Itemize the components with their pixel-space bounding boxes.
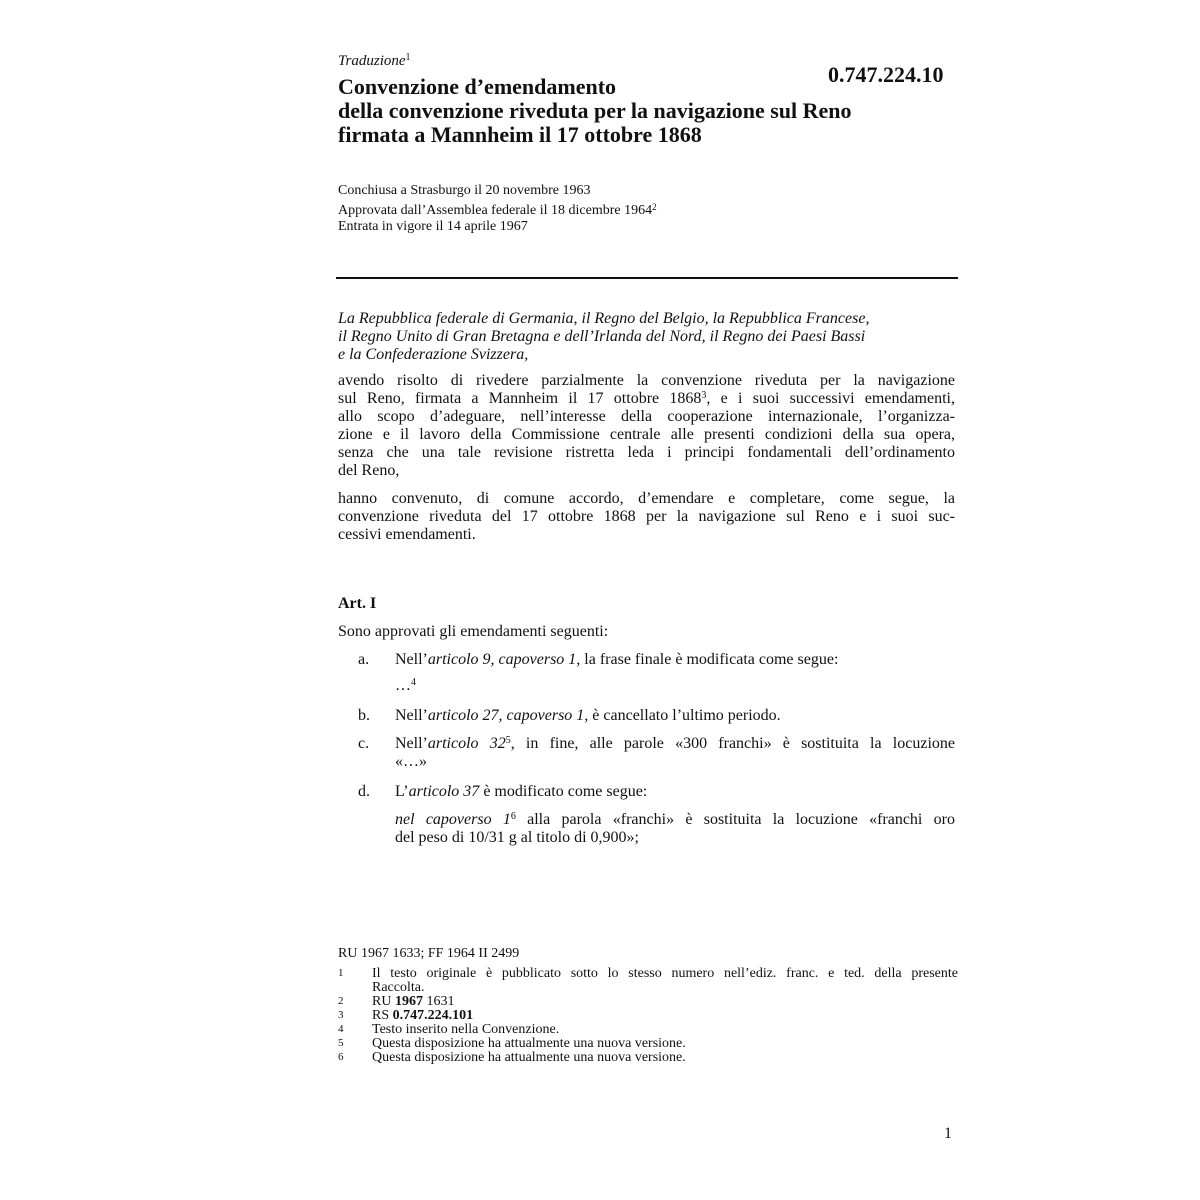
sr-number: 0.747.224.10 bbox=[828, 62, 944, 87]
article-intro: Sono approvati gli emendamenti seguenti: bbox=[338, 623, 609, 640]
title-line-3: firmata a Mannheim il 17 ottobre 1868 bbox=[338, 122, 702, 147]
footnotes bbox=[338, 967, 958, 1065]
footnote-3: 3 RS 0.747.224.101 bbox=[338, 1008, 474, 1023]
footnote-ref-1[interactable]: 1 bbox=[405, 52, 411, 63]
footnote-ref-3[interactable]: 3 bbox=[701, 390, 707, 401]
approved-date: Approvata dall’Assemblea federale il 18 dicembre 1964$^2$ bbox=[338, 202, 657, 218]
footnote-ref-2[interactable]: 2 bbox=[652, 202, 657, 212]
preamble bbox=[338, 310, 955, 544]
title-line-1: Convenzione d’emendamento bbox=[338, 74, 617, 99]
document-title bbox=[338, 75, 852, 147]
footnote-ref-5[interactable]: 5 bbox=[505, 735, 511, 746]
footnote-ref-4[interactable]: 4 bbox=[411, 677, 416, 688]
translation-label: Traduzione$^1$ bbox=[338, 52, 411, 69]
footnote-2: 2 RU 1967 1631 bbox=[338, 994, 455, 1009]
footnote-ref-6[interactable]: 6 bbox=[510, 811, 516, 822]
page-number: 1 bbox=[944, 1125, 952, 1142]
footnote-1: 1 Il testo originale è pubblicato sotto lo stesso numero nell’ediz. franc. e ted. della presente Raccolta. bbox=[338, 966, 958, 995]
article-title: Art. I bbox=[338, 595, 377, 612]
title-line-2: della convenzione riveduta per la navigazione sul Reno bbox=[338, 98, 852, 123]
footnote-4: 4 Testo inserito nella Convenzione. bbox=[338, 1022, 560, 1037]
concluded-date: Conchiusa a Strasburgo il 20 novembre 1963 bbox=[338, 183, 591, 198]
document-metadata bbox=[338, 183, 657, 235]
header-divider bbox=[336, 277, 958, 279]
footnote-5: 5 Questa disposizione ha attualmente una nuova versione. bbox=[338, 1036, 686, 1051]
preamble-paragraph-1: avendo risolto di rivedere parzialmente la convenzione riveduta per la navigazione sul Reno, firmata a Mannheim il 17 ottobre 1868$^3$, e i suoi successivi emendamenti, allo scopo d’adeguare, nell’interesse della cooperazione internazionale, l’organizza- zione e il lavoro della Commissione centrale alle presenti condizioni della sua opera, senza che una tale revisione ristretta leda i principi fondamentali dell’ordinamento del Reno, bbox=[338, 372, 955, 479]
footnote-6: 6 Questa disposizione ha attualmente una nuova versione. bbox=[338, 1050, 686, 1065]
official-source: RU 1967 1633; FF 1964 II 2499 bbox=[338, 946, 520, 961]
preamble-paragraph-2: hanno convenuto, di comune accordo, d’emendare e completare, come segue, la convenzione riveduta del 17 ottobre 1868 per la navigazione sul Reno e i suoi suc- cessivi emendamenti. bbox=[338, 490, 955, 543]
in-force-date: Entrata in vigore il 14 aprile 1967 bbox=[338, 219, 528, 234]
contracting-parties: La Repubblica federale di Germania, il Regno del Belgio, la Repubblica Francese, il Regno Unito di Gran Bretagna e dell’Irlanda del Nord, il Regno dei Paesi Bassi e la Confederazione Svizzera, bbox=[338, 310, 870, 363]
document-page: Traduzione$^1$ 0.747.224.10 Convenzione d’emendamento della convenzione riveduta per la navigazione sul Reno firmata a Mannheim il 17 ottobre 1868 Conchiusa a Strasburgo il 20 novembre 1963 Approvata dall’Assemblea federale il 18 dicembre 1964$^2$ Entrata in vigore il 14 aprile 1967 La Repubblica federale di Germania, il Regno del Belgio, la Repubblica Francese, il Regno Unito di Gran Bretagna e dell’Irlanda del Nord, il Regno dei Paesi Bassi e la Confederazione Svizzera, avendo risolto di rivedere parzialmente la convenzione riveduta per la navigazione sul Reno, firmata a Mannheim il 17 ottobre 1868$^3$, e i suoi successivi emendamenti, allo scopo d’adeguare, nell’interesse della cooperazione internazionale, l’organizza- zione e il lavoro della Commissione centrale alle presenti condizioni della sua opera, senza che una tale revisione ristretta leda i principi fondamentali dell’ordinamento del Reno, hanno convenuto, di comune accordo, d’emendare e completare, come segue, la convenzione riveduta del 17 ottobre 1868 per la navigazione sul Reno e i suoi suc- cessivi emendamenti. Art. I Sono approvati gli emendamenti seguenti: a. Nell’articolo 9, capoverso 1, la frase finale è modificata come segue: …$^4$ b. Nell’articolo 27, capoverso 1, è cancellato l’ultimo periodo. c. Nell’articolo 32$^5$, in fine, alle parole «300 franchi» è sostituita la locuzione «…» d. L’articolo 37 è modificato come segue: nel capoverso 1$^6$ alla parola «franchi» è sostituita la locuzione «franchi oro del peso di 10/31 g al titolo di 0,900»; RU 1967 1633; FF 1964 II 2499 1 Il testo originale è pubblicato sotto lo stesso numero nell’ediz. franc. e ted. della presente Raccolta. 2 RU 1967 1631 3 RS 0.747.224.101 4 Testo inserito nella Convenzione. 5 Questa disposizione ha attualmente una nuova versione. 6 Questa disposizione ha attualmente una nuova versione. 1 bbox=[338, 52, 958, 1142]
